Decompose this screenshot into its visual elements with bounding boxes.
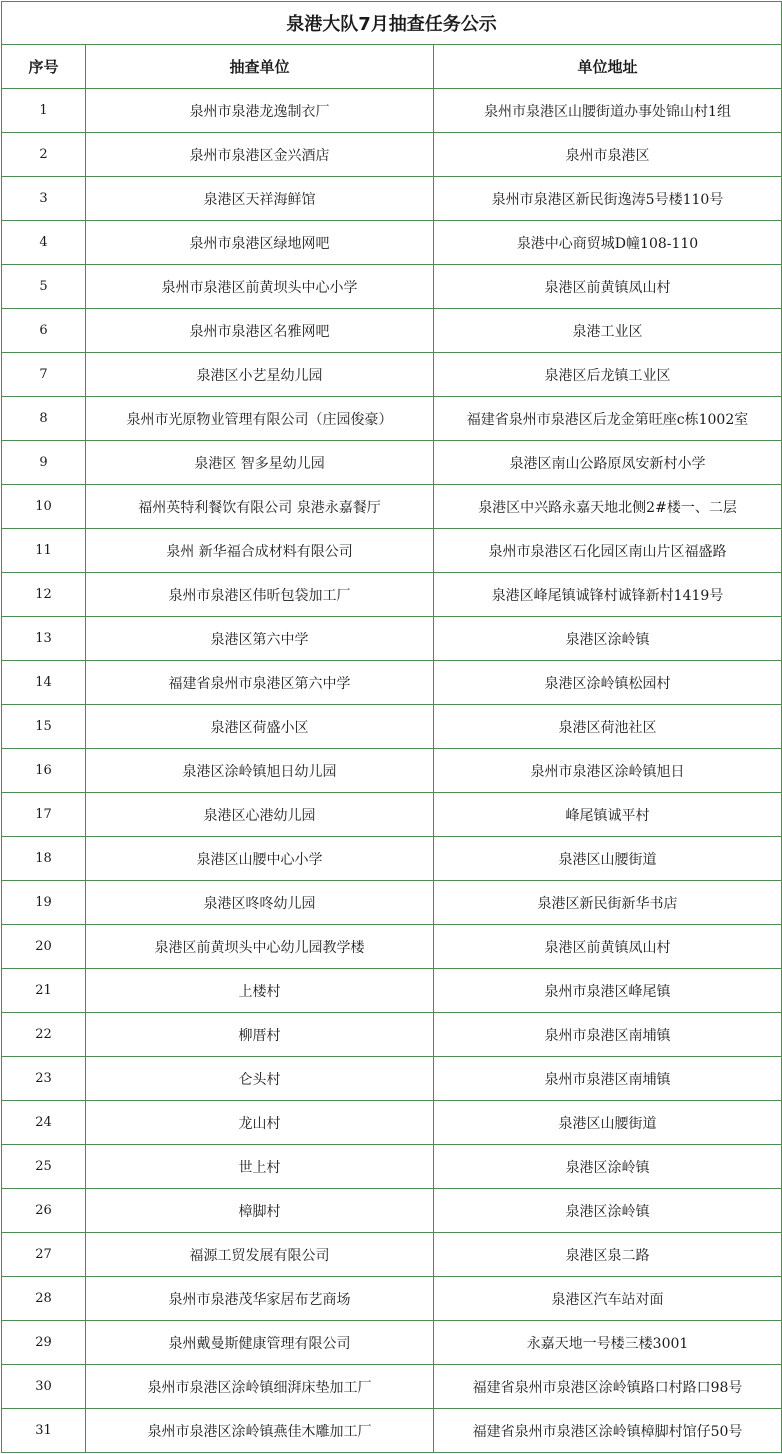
row-index: 3 [2, 177, 86, 221]
table-row [2, 1321, 782, 1365]
row-unit: 泉州市泉港区名雅网吧 [86, 309, 434, 353]
row-unit: 泉港区天祥海鲜馆 [86, 177, 434, 221]
row-address: 泉州市泉港区峰尾镇 [434, 969, 782, 1013]
table-row [2, 529, 782, 573]
row-unit: 泉港区 智多星幼儿园 [86, 441, 434, 485]
table-row [2, 969, 782, 1013]
row-unit: 泉州市光原物业管理有限公司（庄园俊豪） [86, 397, 434, 441]
row-unit: 泉港区前黄坝头中心幼儿园教学楼 [86, 925, 434, 969]
row-unit: 泉州市泉港区涂岭镇燕佳木雕加工厂 [86, 1409, 434, 1453]
row-index: 22 [2, 1013, 86, 1057]
table-row [2, 1365, 782, 1409]
row-unit: 泉州市泉港区绿地网吧 [86, 221, 434, 265]
row-address: 泉港区新民街新华书店 [434, 881, 782, 925]
row-address: 泉港区山腰街道 [434, 1101, 782, 1145]
row-unit: 福建省泉州市泉港区第六中学 [86, 661, 434, 705]
row-unit: 泉港区荷盛小区 [86, 705, 434, 749]
row-address: 泉州市泉港区 [434, 133, 782, 177]
row-unit: 泉州戴曼斯健康管理有限公司 [86, 1321, 434, 1365]
row-address: 峰尾镇诚平村 [434, 793, 782, 837]
header-index: 序号 [2, 45, 86, 89]
row-index: 16 [2, 749, 86, 793]
row-unit: 泉州市泉港茂华家居布艺商场 [86, 1277, 434, 1321]
row-index: 14 [2, 661, 86, 705]
row-unit: 泉港区山腰中心小学 [86, 837, 434, 881]
row-address: 福建省泉州市泉港区涂岭镇樟脚村馆仔50号 [434, 1409, 782, 1453]
row-index: 24 [2, 1101, 86, 1145]
row-address: 泉州市泉港区涂岭镇旭日 [434, 749, 782, 793]
row-unit: 龙山村 [86, 1101, 434, 1145]
row-address: 泉港工业区 [434, 309, 782, 353]
row-unit: 泉州市泉港区伟昕包袋加工厂 [86, 573, 434, 617]
table-row [2, 89, 782, 133]
row-index: 6 [2, 309, 86, 353]
row-index: 9 [2, 441, 86, 485]
row-unit: 福州英特利餐饮有限公司 泉港永嘉餐厅 [86, 485, 434, 529]
table-row [2, 309, 782, 353]
table-row [2, 617, 782, 661]
row-address: 泉港区泉二路 [434, 1233, 782, 1277]
title-row [2, 2, 782, 45]
row-index: 15 [2, 705, 86, 749]
table-row [2, 793, 782, 837]
row-unit: 泉港区心港幼儿园 [86, 793, 434, 837]
row-unit: 仑头村 [86, 1057, 434, 1101]
row-index: 1 [2, 89, 86, 133]
row-address: 泉州市泉港区南埔镇 [434, 1057, 782, 1101]
table-row [2, 1057, 782, 1101]
row-address: 泉州市泉港区新民街逸涛5号楼110号 [434, 177, 782, 221]
row-unit: 泉港区第六中学 [86, 617, 434, 661]
row-unit: 樟脚村 [86, 1189, 434, 1233]
table-row [2, 353, 782, 397]
table-row [2, 661, 782, 705]
row-address: 泉港区后龙镇工业区 [434, 353, 782, 397]
row-address: 福建省泉州市泉港区涂岭镇路口村路口98号 [434, 1365, 782, 1409]
table-row [2, 837, 782, 881]
row-index: 20 [2, 925, 86, 969]
row-address: 泉港区涂岭镇 [434, 1145, 782, 1189]
row-address: 泉港区南山公路原凤安新村小学 [434, 441, 782, 485]
table-row [2, 265, 782, 309]
row-index: 18 [2, 837, 86, 881]
table-row [2, 1145, 782, 1189]
table-row [2, 705, 782, 749]
table-row [2, 397, 782, 441]
row-index: 10 [2, 485, 86, 529]
row-address: 泉州市泉港区山腰街道办事处锦山村1组 [434, 89, 782, 133]
row-address: 泉港区峰尾镇诚锋村诚锋新村1419号 [434, 573, 782, 617]
page [0, 1, 782, 1454]
table-row [2, 1233, 782, 1277]
row-unit: 上楼村 [86, 969, 434, 1013]
row-index: 23 [2, 1057, 86, 1101]
table-row [2, 485, 782, 529]
row-address: 泉州市泉港区南埔镇 [434, 1013, 782, 1057]
row-index: 31 [2, 1409, 86, 1453]
row-address: 泉港区涂岭镇 [434, 1189, 782, 1233]
table-row [2, 441, 782, 485]
row-address: 泉港区汽车站对面 [434, 1277, 782, 1321]
row-index: 27 [2, 1233, 86, 1277]
table-row [2, 925, 782, 969]
row-index: 7 [2, 353, 86, 397]
table-row [2, 749, 782, 793]
header-row [2, 45, 782, 89]
row-address: 泉港区前黄镇凤山村 [434, 925, 782, 969]
header-unit: 抽查单位 [86, 45, 434, 89]
row-index: 21 [2, 969, 86, 1013]
row-index: 25 [2, 1145, 86, 1189]
row-address: 泉州市泉港区石化园区南山片区福盛路 [434, 529, 782, 573]
row-unit: 泉港区咚咚幼儿园 [86, 881, 434, 925]
table-row [2, 1277, 782, 1321]
row-unit: 福源工贸发展有限公司 [86, 1233, 434, 1277]
row-unit: 泉港区小艺星幼儿园 [86, 353, 434, 397]
row-index: 4 [2, 221, 86, 265]
row-unit: 泉州 新华福合成材料有限公司 [86, 529, 434, 573]
table-row [2, 133, 782, 177]
row-unit: 泉州市泉港区前黄坝头中心小学 [86, 265, 434, 309]
row-index: 30 [2, 1365, 86, 1409]
row-index: 5 [2, 265, 86, 309]
row-address: 永嘉天地一号楼三楼3001 [434, 1321, 782, 1365]
row-address: 泉港中心商贸城D幢108-110 [434, 221, 782, 265]
table-title: 泉港大队7月抽查任务公示 [2, 2, 782, 45]
inspection-table [1, 1, 782, 1453]
row-address: 泉港区山腰街道 [434, 837, 782, 881]
row-address: 泉港区中兴路永嘉天地北侧2#楼一、二层 [434, 485, 782, 529]
row-index: 12 [2, 573, 86, 617]
row-unit: 世上村 [86, 1145, 434, 1189]
row-unit: 泉州市泉港龙逸制衣厂 [86, 89, 434, 133]
row-index: 17 [2, 793, 86, 837]
row-unit: 泉港区涂岭镇旭日幼儿园 [86, 749, 434, 793]
table-row [2, 1101, 782, 1145]
row-address: 泉港区荷池社区 [434, 705, 782, 749]
table-row [2, 881, 782, 925]
row-index: 28 [2, 1277, 86, 1321]
row-index: 8 [2, 397, 86, 441]
row-unit: 泉州市泉港区涂岭镇细湃床垫加工厂 [86, 1365, 434, 1409]
table-row [2, 1013, 782, 1057]
row-index: 2 [2, 133, 86, 177]
row-unit: 柳厝村 [86, 1013, 434, 1057]
row-index: 13 [2, 617, 86, 661]
row-address: 泉港区前黄镇凤山村 [434, 265, 782, 309]
row-address: 泉港区涂岭镇松园村 [434, 661, 782, 705]
row-address: 福建省泉州市泉港区后龙金第旺座c栋1002室 [434, 397, 782, 441]
row-index: 19 [2, 881, 86, 925]
row-index: 29 [2, 1321, 86, 1365]
row-index: 11 [2, 529, 86, 573]
header-address: 单位地址 [434, 45, 782, 89]
row-unit: 泉州市泉港区金兴酒店 [86, 133, 434, 177]
row-index: 26 [2, 1189, 86, 1233]
table-row [2, 221, 782, 265]
row-address: 泉港区涂岭镇 [434, 617, 782, 661]
table-row [2, 573, 782, 617]
table-row [2, 177, 782, 221]
table-body [2, 89, 782, 1453]
table-row [2, 1409, 782, 1453]
table-row [2, 1189, 782, 1233]
